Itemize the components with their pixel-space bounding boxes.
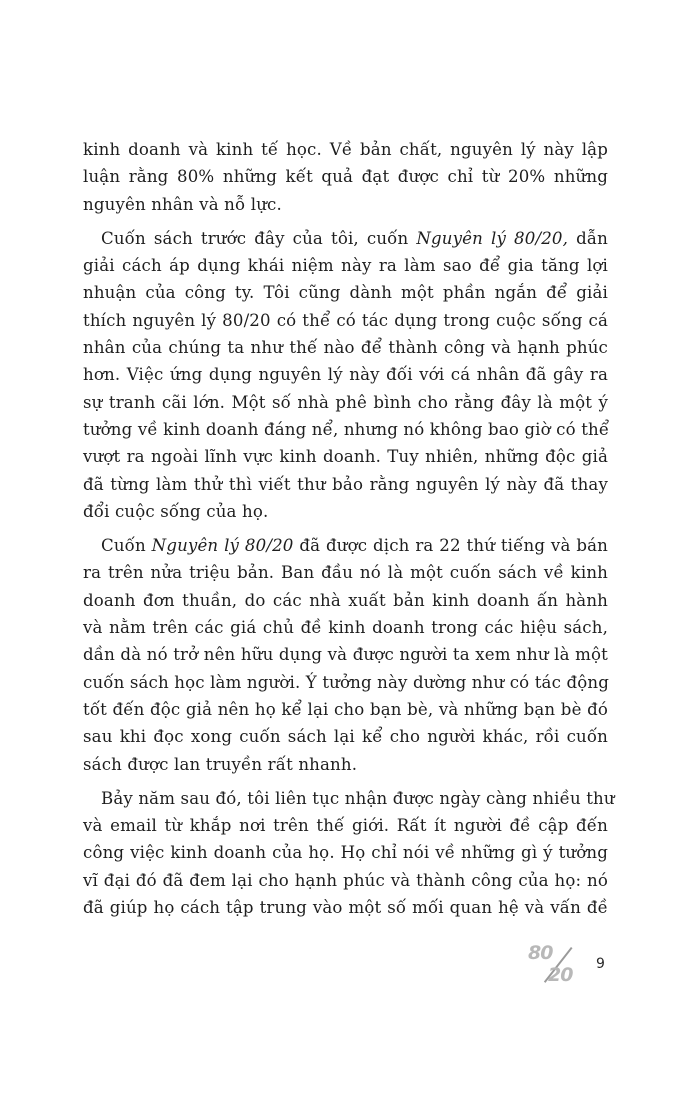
page-body (83, 136, 615, 928)
text-run: dẫn (568, 228, 609, 248)
book-title: Nguyên lý 80/20, (416, 228, 569, 248)
text-line: nhân của chúng ta như thế nào để thành công và hạnh phúc (83, 338, 608, 358)
paragraph-3 (83, 532, 608, 778)
text-line: luận rằng 80% những kết quả đạt được chỉ từ 20% những (83, 167, 608, 187)
text-line: sự tranh cãi lớn. Một số nhà phê bình cho rằng đây là một ý (83, 392, 608, 412)
text-run: Cuốn (101, 536, 152, 556)
text-line: thích nguyên lý 80/20 có thể có tác dụng trong cuộc sống cá (83, 310, 608, 330)
paragraph-2 (83, 225, 608, 525)
text-line: đổi cuộc sống của họ. (83, 501, 269, 521)
text-line: và email từ khắp nơi trên thế giới. Rất ít người đề cập đến (83, 816, 608, 836)
text-line (83, 225, 608, 252)
text-run: đã được dịch ra 22 thứ tiếng và bán (293, 536, 608, 556)
text-line: tưởng về kinh doanh đáng nể, nhưng nó không bao giờ có thể (83, 419, 610, 439)
page-number: 9 (596, 956, 605, 972)
paragraph-4 (83, 785, 615, 921)
text-line: hơn. Việc ứng dụng nguyên lý này đối với cá nhân đã gây ra (83, 365, 608, 385)
paragraph-1 (83, 136, 608, 218)
logo-number-bottom: 20 (548, 964, 573, 986)
book-title: Nguyên lý 80/20 (151, 536, 294, 556)
text-line: nhuận của công ty. Tôi cũng dành một phần ngắn để giải (83, 283, 608, 303)
text-line: vượt ra ngoài lĩnh vực kinh doanh. Tuy nhiên, những độc giả (83, 447, 608, 467)
text-line: nguyên nhân và nỗ lực. (83, 194, 282, 214)
text-line: đã từng làm thử thì viết thư bảo rằng nguyên lý này đã thay (83, 474, 608, 494)
text-line: sau khi đọc xong cuốn sách lại kể cho người khác, rồi cuốn (83, 727, 608, 747)
text-line: giải cách áp dụng khái niệm này ra làm sao để gia tăng lợi (83, 256, 608, 276)
book-logo (526, 942, 578, 990)
text-line: và nằm trên các giá chủ đề kinh doanh trong các hiệu sách, (83, 618, 608, 638)
text-line: đã giúp họ cách tập trung vào một số mối quan hệ và vấn đề (83, 898, 608, 918)
text-line: sách được lan truyền rất nhanh. (83, 754, 358, 774)
text-run: Cuốn sách trước đây của tôi, cuốn (101, 228, 417, 248)
logo-number-top: 80 (528, 942, 553, 964)
text-line: công việc kinh doanh của họ. Họ chỉ nói về những gì ý tưởng (83, 843, 608, 863)
text-line: Bảy năm sau đó, tôi liên tục nhận được ngày càng nhiều thư (101, 788, 615, 808)
text-line: kinh doanh và kinh tế học. Về bản chất, nguyên lý này lập (83, 140, 608, 159)
text-line: doanh đơn thuần, do các nhà xuất bản kinh doanh ấn hành (83, 590, 608, 610)
text-line: vĩ đại đó đã đem lại cho hạnh phúc và thành công của họ: nó (83, 870, 608, 890)
text-line (83, 532, 608, 559)
text-line: tốt đến độc giả nên họ kể lại cho bạn bè, và những bạn bè đó (83, 699, 608, 719)
text-line: cuốn sách học làm người. Ý tưởng này dường như có tác động (83, 672, 609, 692)
text-line: dần dà nó trở nên hữu dụng và được người ta xem như là một (83, 645, 608, 665)
text-line: ra trên nửa triệu bản. Ban đầu nó là một cuốn sách về kinh (83, 563, 608, 583)
